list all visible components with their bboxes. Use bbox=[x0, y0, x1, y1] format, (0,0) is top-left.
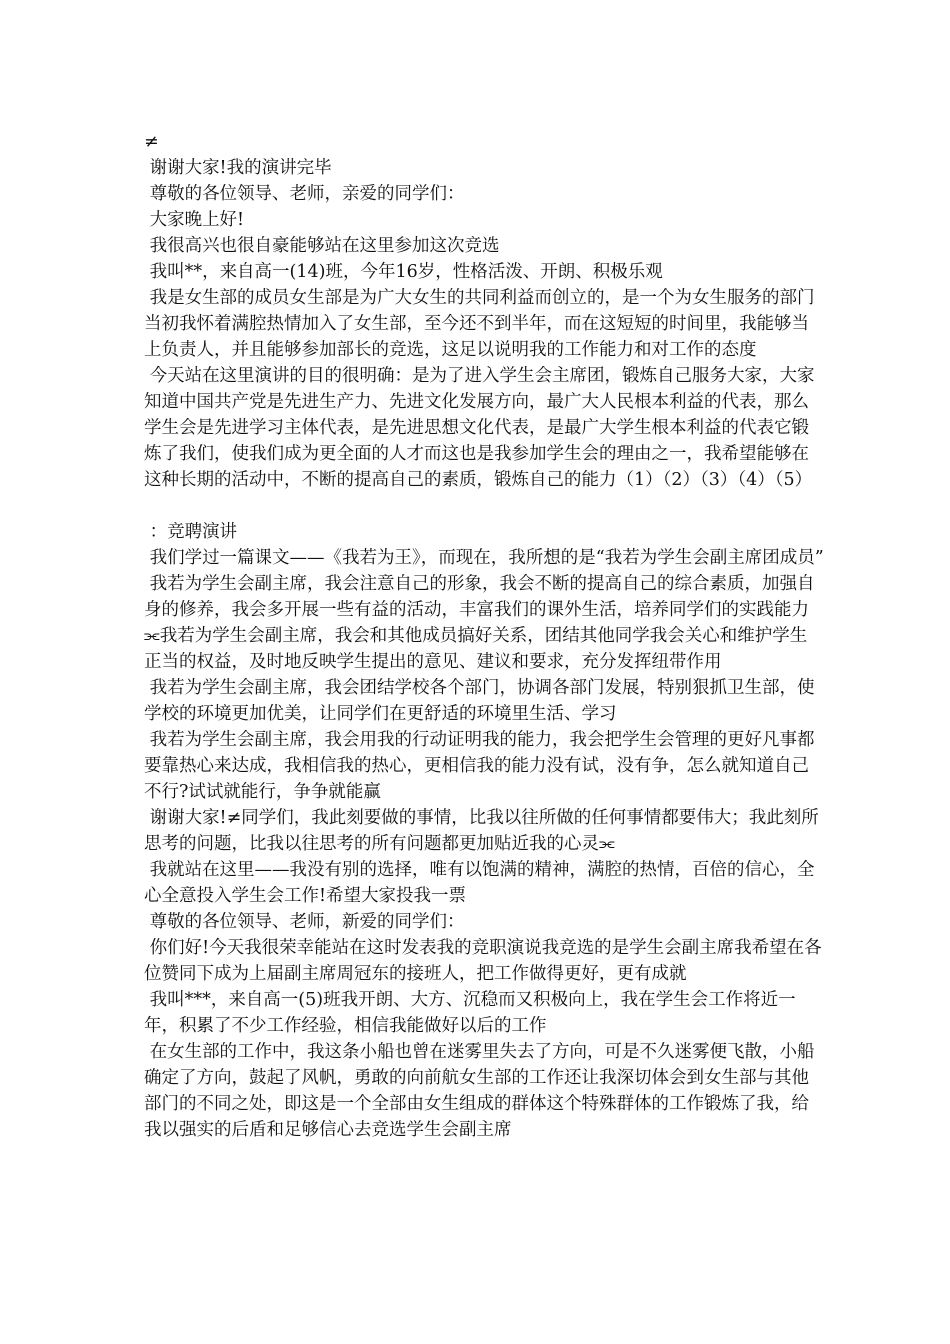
paragraph: ：竞聘演讲 bbox=[144, 522, 238, 542]
paragraph: 我们学过一篇课文——《我若为王》，而现在，我所想的是“我若为学生会副主席团成员” bbox=[144, 548, 824, 568]
paragraph: 谢谢大家!我的演讲完毕 bbox=[144, 158, 332, 178]
paragraph: 我若为学生会副主席，我会团结学校各个部门，协调各部门发展，特别狠抓卫生部，使学校的环境更加优美，让同学们在更舒适的环境里生活、学习 bbox=[144, 678, 815, 724]
paragraph: 我叫***，来自高一(5)班我开朗、大方、沉稳而又积极向上，我在学生会工作将近一年，积累了不少工作经验，相信我能做好以后的工作 bbox=[144, 990, 796, 1036]
blank-line bbox=[144, 493, 824, 519]
paragraph: 尊敬的各位领导、老师，新爱的同学们： bbox=[144, 912, 465, 932]
paragraph: 我若为学生会副主席，我会注意自己的形象，我会不断的提高自己的综合素质，加强自身的修养，我会多开展一些有益的活动，丰富我们的课外生活，培养同学们的实践能力⫘我若为学生会副主席，我会和其他成员搞好关系，团结其他同学我会关心和维护学生正当的权益，及时地反映学生提出的意见、建议和要求，充分发挥纽带作用 bbox=[144, 574, 815, 672]
paragraph: 尊敬的各位领导、老师，亲爱的同学们： bbox=[144, 184, 465, 204]
paragraph: 我叫**，来自高一(14)班，今年16岁，性格活泼、开朗、积极乐观 bbox=[144, 262, 663, 282]
paragraph: 我就站在这里——我没有别的选择，唯有以饱满的精神，满腔的热情，百倍的信心，全心全意投入学生会工作!希望大家投我一票 bbox=[144, 860, 815, 906]
document-body bbox=[144, 129, 824, 1143]
paragraph: 我若为学生会副主席，我会用我的行动证明我的能力，我会把学生会管理的更好凡事都要靠热心来达成，我相信我的热心，更相信我的能力没有试，没有争，怎么就知道自己不行?试试就能行，争争就能赢 bbox=[144, 730, 815, 802]
paragraph: 在女生部的工作中，我这条小船也曾在迷雾里失去了方向，可是不久迷雾便飞散，小船确定了方向，鼓起了风帆，勇敢的向前航女生部的工作还让我深切体会到女生部与其他部门的不同之处，即这是一个全部由女生组成的群体这个特殊群体的工作锻炼了我，给我以强实的后盾和足够信心去竞选学生会副主席 bbox=[144, 1042, 815, 1140]
paragraph: ≠ bbox=[144, 132, 159, 152]
paragraph: 我是女生部的成员女生部是为广大女生的共同利益而创立的，是一个为女生服务的部门当初我怀着满腔热情加入了女生部，至今还不到半年，而在这短短的时间里，我能够当上负责人，并且能够参加部长的竞选，这足以说明我的工作能力和对工作的态度 bbox=[144, 288, 815, 360]
paragraph: 大家晚上好! bbox=[144, 210, 245, 230]
paragraph: 我很高兴也很自豪能够站在这里参加这次竞选 bbox=[144, 236, 500, 256]
paragraph: 你们好!今天我很荣幸能站在这时发表我的竞职演说我竞选的是学生会副主席我希望在各位赞同下成为上届副主席周冠东的接班人，把工作做得更好，更有成就 bbox=[144, 938, 822, 984]
paragraph: 今天站在这里演讲的目的很明确：是为了进入学生会主席团，锻炼自己服务大家，大家知道中国共产党是先进生产力、先进文化发展方向，最广大人民根本利益的代表，那么学生会是先进学习主体代表，是先进思想文化代表，是最广大学生根本利益的代表它锻炼了我们，使我们成为更全面的人才而这也是我参加学生会的理由之一，我希望能够在这种长期的活动中，不断的提高自己的素质，锻炼自己的能力（1）（2）（3）（4）（5） bbox=[144, 366, 815, 490]
paragraph: 谢谢大家!≠同学们，我此刻要做的事情，比我以往所做的任何事情都要伟大；我此刻所思考的问题，比我以往思考的所有问题都更加贴近我的心灵⫘ bbox=[144, 808, 819, 854]
